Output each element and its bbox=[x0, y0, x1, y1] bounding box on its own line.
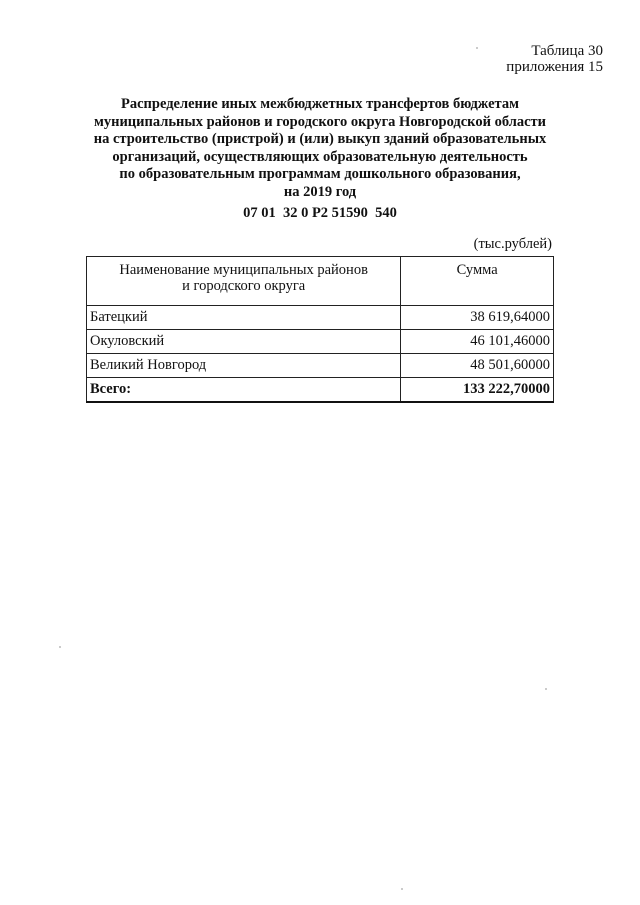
scan-speck bbox=[476, 47, 478, 49]
row-sum: 48 501,60000 bbox=[401, 354, 554, 378]
row-name: Великий Новгород bbox=[87, 354, 401, 378]
table-header-row bbox=[87, 257, 554, 306]
row-sum: 46 101,46000 bbox=[401, 330, 554, 354]
title-line: на 2019 год bbox=[283, 183, 357, 200]
header-name bbox=[87, 257, 401, 306]
title-line: организаций, осуществляющих образовательную деятельность bbox=[112, 148, 528, 165]
document-title bbox=[80, 96, 560, 202]
total-sum: 133 222,70000 bbox=[401, 378, 554, 403]
title-line: на строительство (пристрой) и (или) выкуп зданий образовательных bbox=[93, 131, 547, 148]
title-line: по образовательным программам дошкольного образования, bbox=[119, 166, 521, 183]
appendix-reference bbox=[506, 43, 603, 75]
table-row bbox=[87, 330, 554, 354]
row-name: Окуловский bbox=[87, 330, 401, 354]
header-name-line: Наименование муниципальных районов bbox=[119, 262, 368, 278]
total-label: Всего: bbox=[87, 378, 401, 403]
table-number: Таблица 30 bbox=[531, 43, 603, 59]
row-sum: 38 619,64000 bbox=[401, 306, 554, 330]
header-sum: Сумма bbox=[401, 257, 554, 306]
title-line: муниципальных районов и городского округа Новгородской области bbox=[93, 113, 547, 130]
budget-classification-code: 07 01 32 0 P2 51590 540 bbox=[243, 205, 397, 221]
row-name: Батецкий bbox=[87, 306, 401, 330]
appendix-number: приложения 15 bbox=[506, 59, 603, 75]
scan-speck bbox=[59, 646, 61, 648]
scan-speck bbox=[545, 688, 547, 690]
title-line: Распределение иных межбюджетных трансфертов бюджетам bbox=[121, 96, 519, 112]
table-row bbox=[87, 306, 554, 330]
units-label: (тыс.рублей) bbox=[473, 236, 552, 252]
allocation-table bbox=[86, 256, 554, 403]
total-row bbox=[87, 378, 554, 403]
header-name-line: и городского округа bbox=[182, 278, 306, 294]
scan-speck bbox=[401, 888, 403, 890]
table-row bbox=[87, 354, 554, 378]
